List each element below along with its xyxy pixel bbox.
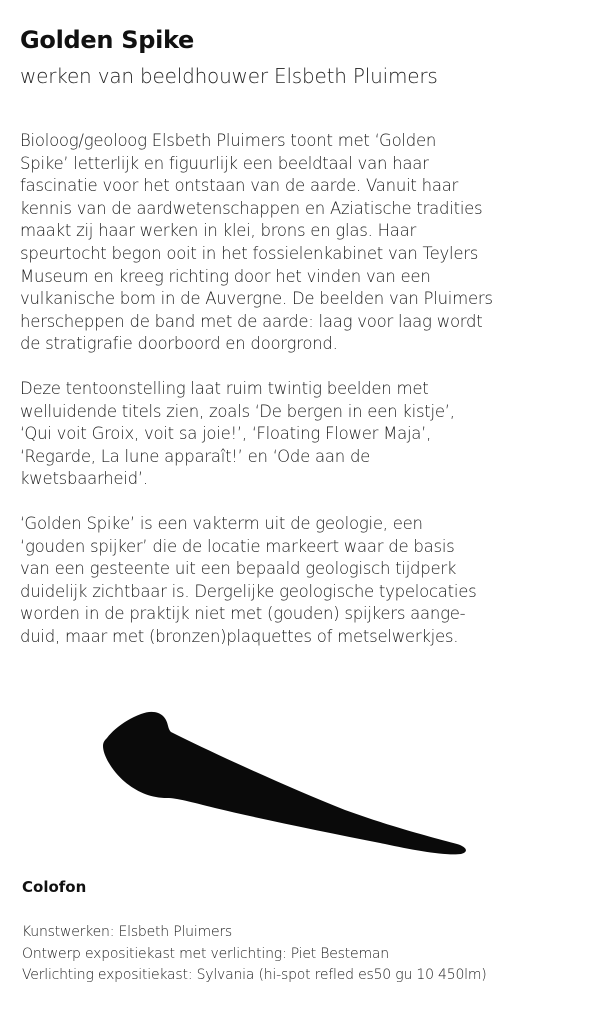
colofon-credits [22,922,592,987]
text-line: ‘Golden Spike’ is een vakterm uit de geologie, een [20,513,423,533]
paragraph-exhibition [20,378,590,491]
credit-line: Verlichting expositiekast: Sylvania (hi-spot refled es50 gu 10 450lm) [22,967,487,983]
text-line: Bioloog/geoloog Elsbeth Pluimers toont met ‘Golden [20,131,437,150]
page-title: Golden Spike [20,26,194,54]
text-line: duid, maar met (bronzen)plaquettes of metselwerkjes. [20,626,459,646]
text-line: maakt zij haar werken in klei, brons en glas. Haar [20,221,416,241]
text-line: ‘gouden spijker’ die de locatie markeert waar de basis [20,536,455,556]
text-line: welluidende titels zien, zoals ‘De bergen in een kistje’, [20,401,455,421]
paragraph-definition [20,513,590,649]
paragraph-intro [20,130,590,356]
page-subtitle: werken van beeldhouwer Elsbeth Pluimers [20,64,438,88]
credit-line: Ontwerp expositiekast met verlichting: Piet Besteman [22,945,389,962]
credit-line: Kunstwerken: Elsbeth Pluimers [22,924,233,940]
spike-shape [103,712,466,855]
colofon-heading: Colofon [22,878,87,896]
text-line: kwetsbaarheid’. [20,469,148,489]
text-line: van een gesteente uit een bepaald geologisch tijdperk [20,559,457,579]
text-line: vulkanische bom in de Auvergne. De beelden van Pluimers [20,289,493,309]
text-line: worden in de praktijk niet met (gouden) spijkers aange- [20,604,466,624]
text-line: fascinatie voor het ontstaan van de aarde. Vanuit haar [20,176,459,196]
text-line: Museum en kreeg richting door het vinden van een [20,266,431,286]
text-line: de stratigrafie doorboord en doorgrond. [20,334,338,354]
text-line: speurtocht begon ooit in het fossielenkabinet van Teylers [20,243,479,263]
text-line: duidelijk zichtbaar is. Dergelijke geologische typelocaties [20,581,477,601]
text-line: Deze tentoonstelling laat ruim twintig beelden met [20,378,429,398]
text-line: Spike’ letterlijk en figuurlijk een beeldtaal van haar [20,153,429,173]
text-line: kennis van de aardwetenschappen en Aziatische tradities [20,198,483,218]
text-line: ‘Regarde, La lune apparaît!’ en ‘Ode aan de [20,446,371,466]
text-line: ‘Qui voit Groix, voit sa joie!’, ‘Floating Flower Maja’, [20,424,432,444]
spike-icon [95,700,475,870]
body-text [20,130,590,670]
text-line: herscheppen de band met de aarde: laag voor laag wordt [20,311,483,331]
